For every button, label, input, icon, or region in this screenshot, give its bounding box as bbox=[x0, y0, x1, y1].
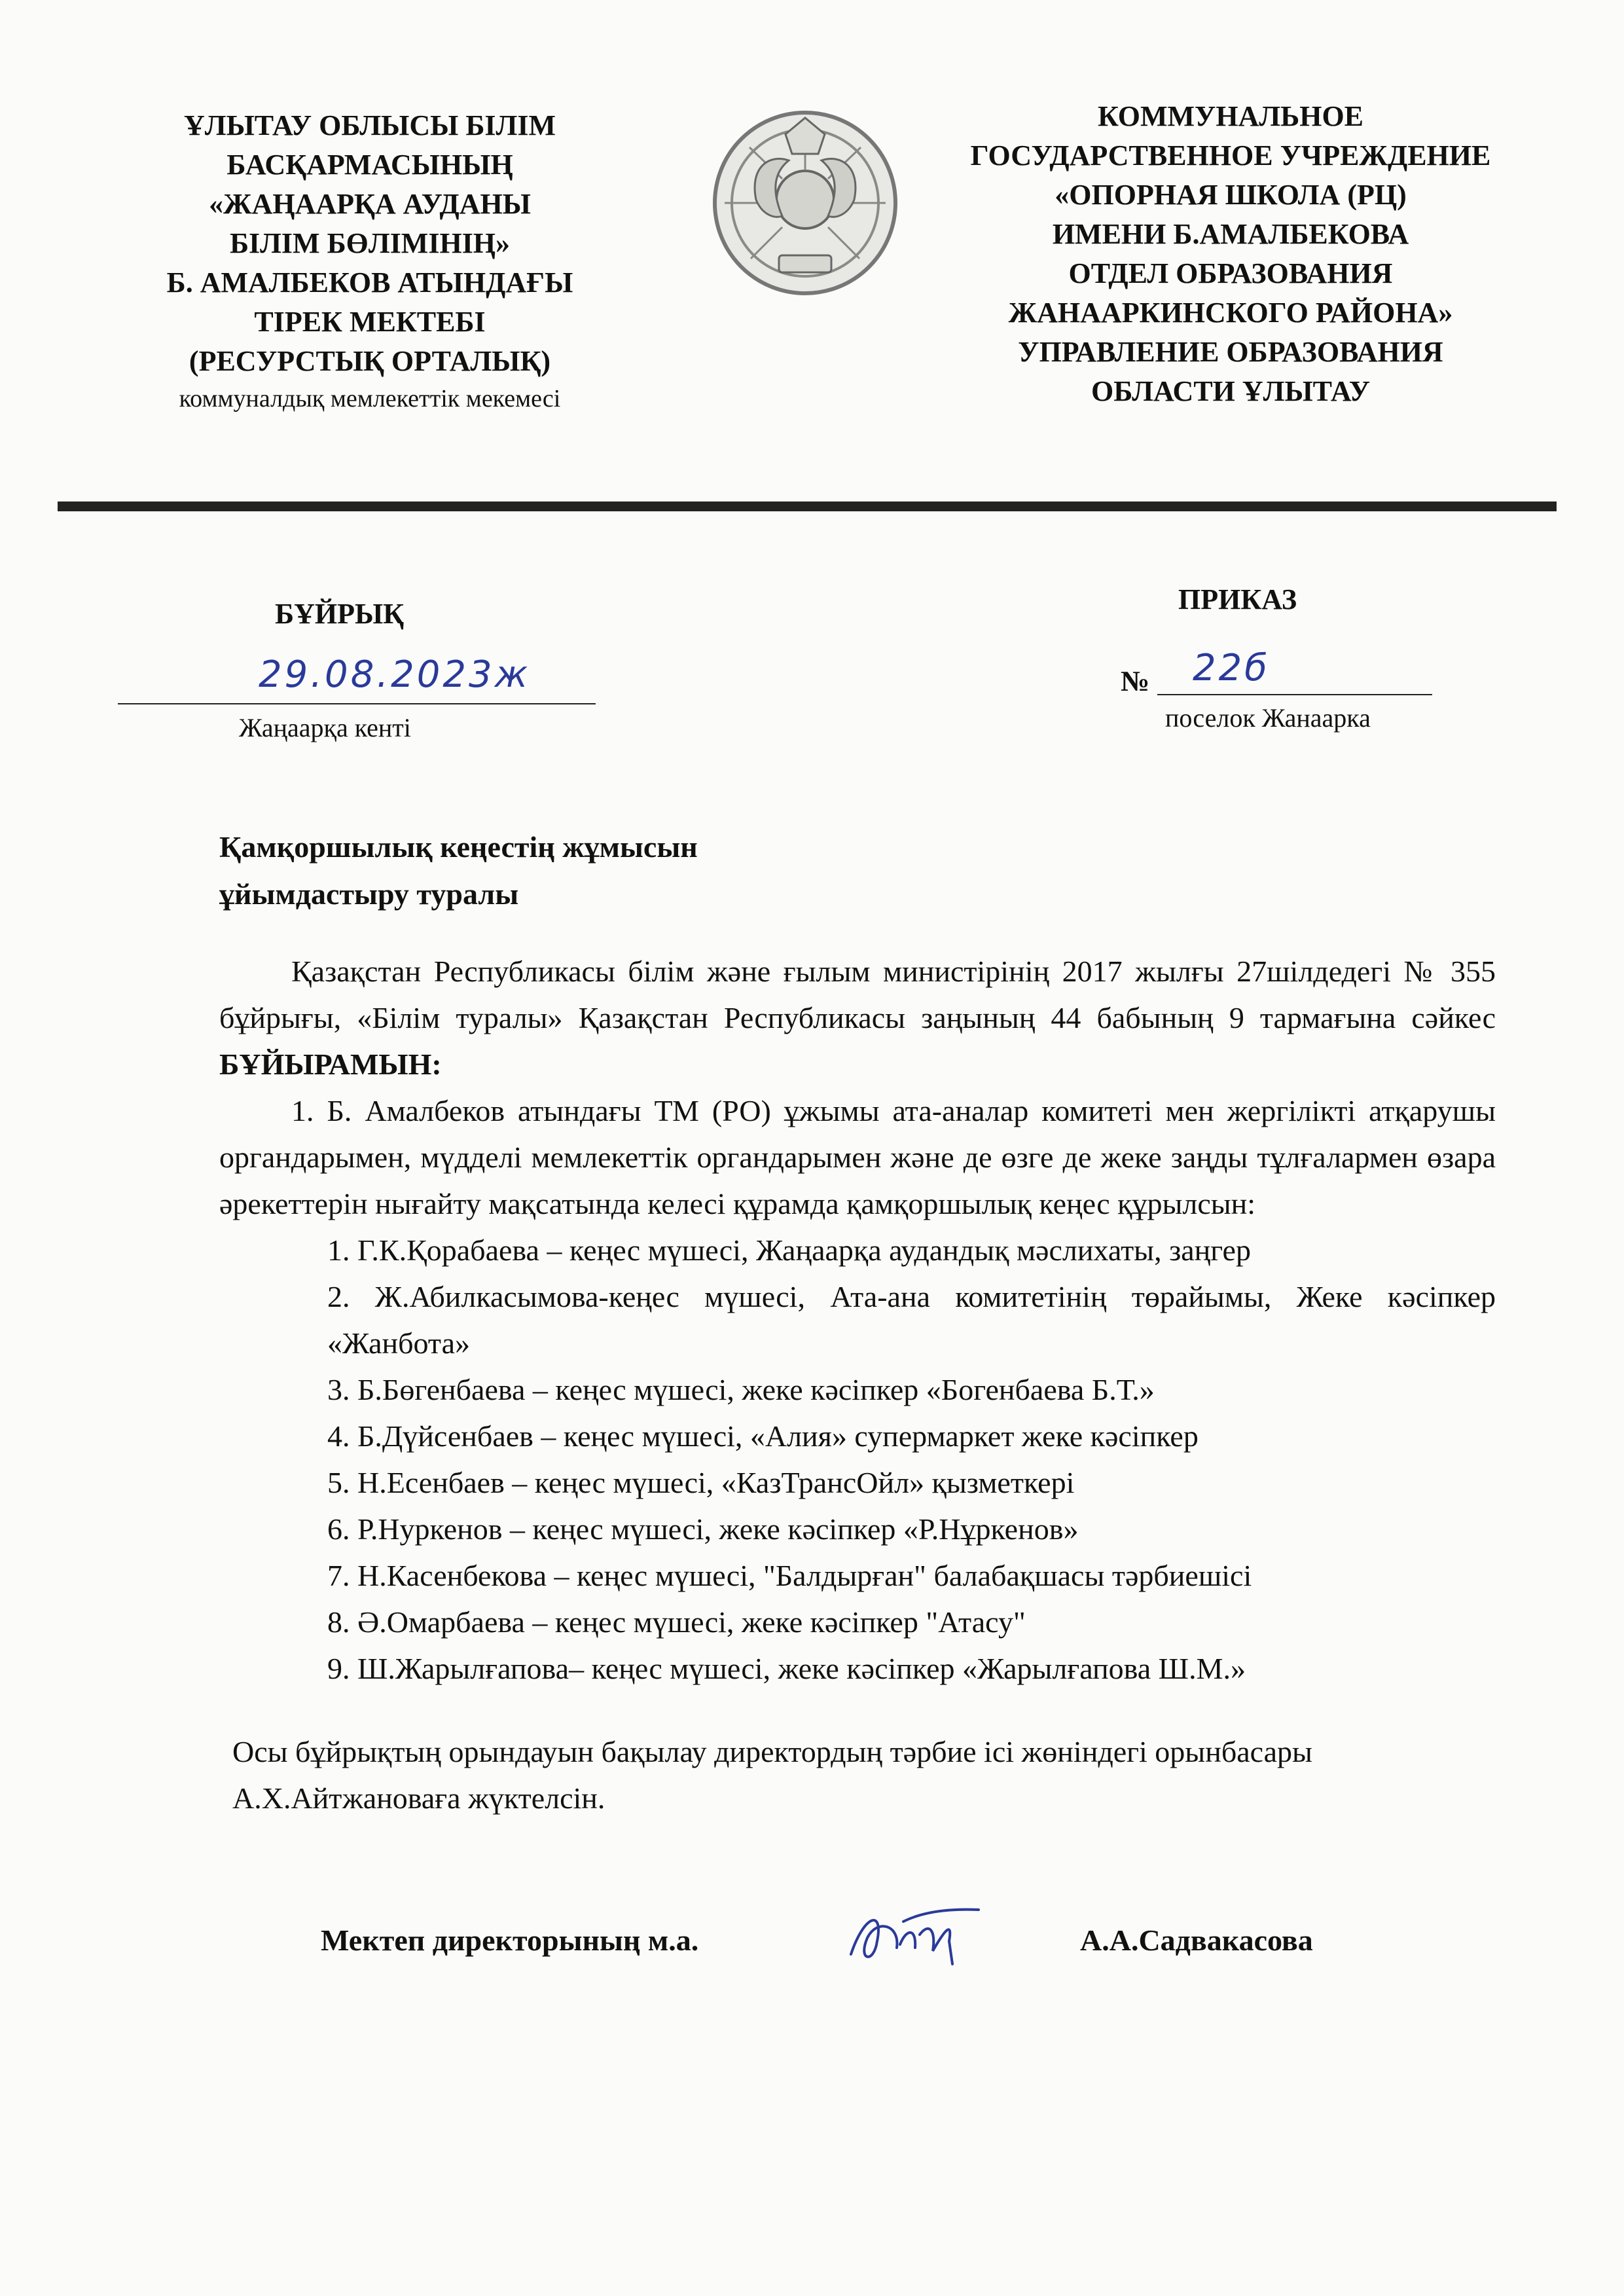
handwritten-order-number: 22б bbox=[1193, 647, 1270, 689]
header-ru-line: КОММУНАЛЬНОЕ bbox=[1097, 100, 1364, 132]
header-kz-line: Б. АМАЛБЕКОВ АТЫНДАҒЫ bbox=[166, 266, 573, 299]
header-kz-line: (РЕСУРСТЫҚ ОРТАЛЫҚ) bbox=[189, 345, 551, 377]
member-item: 5. Н.Есенбаев – кеңес мүшесі, «КазТрансОйл» қызметкері bbox=[327, 1466, 1075, 1499]
preamble-text: Қазақстан Республикасы білім және ғылым министірінің 2017 жылғы 27шілдедегі № 355 бұйрығы, «Білім туралы» Қазақстан Республикасы заңының 44 бабының 9 тармағына сәйкес bbox=[219, 955, 1496, 1034]
header-ru-line: «ОПОРНАЯ ШКОЛА (РЦ) bbox=[1055, 179, 1407, 211]
handwritten-date: 29.08.2023ж bbox=[259, 653, 531, 696]
member-item: 8. Ә.Омарбаева – кеңес мүшесі, жеке кәсіпкер "Атасу" bbox=[327, 1605, 1026, 1639]
header-ru-line: ЖАНААРКИНСКОГО РАЙОНА» bbox=[1008, 297, 1453, 329]
control-paragraph: Осы бұйрықтың орындауын бақылау директордың тәрбие ісі жөніндегі орынбасары А.Х.Айтжановаға жүктелсін. bbox=[232, 1735, 1312, 1815]
document-title bbox=[219, 824, 698, 918]
member-item: 4. Б.Дүйсенбаев – кеңес мүшесі, «Алия» супермаркет жеке кәсіпкер bbox=[327, 1419, 1199, 1453]
member-item: 7. Н.Касенбекова – кеңес мүшесі, "Балдырған" балабақшасы тәрбиешісі bbox=[327, 1559, 1252, 1592]
document-body bbox=[219, 948, 1496, 1692]
preamble-paragraph bbox=[219, 948, 1496, 1087]
header-kz-line: БАСҚАРМАСЫНЫҢ bbox=[226, 149, 513, 181]
member-item: 2. Ж.Абилкасымова-кеңес мүшесі, Ата-ана комитетінің төрайымы, Жеке кәсіпкер «Жанбота» bbox=[327, 1280, 1496, 1360]
header-ru-line: ИМЕНИ Б.АМАЛБЕКОВА bbox=[1052, 218, 1409, 250]
title-line: Қамқоршылық кеңестің жұмысын bbox=[219, 830, 698, 864]
title-line: ұйымдастыру туралы bbox=[219, 877, 519, 911]
order-label-ru: ПРИКАЗ bbox=[1178, 583, 1297, 615]
header-russian bbox=[903, 97, 1558, 411]
header-ru-line: УПРАВЛЕНИЕ ОБРАЗОВАНИЯ bbox=[1018, 336, 1443, 368]
header-divider bbox=[58, 501, 1557, 511]
member-item: 9. Ш.Жарылғапова– кеңес мүшесі, жеке кәсіпкер «Жарылғапова Ш.М.» bbox=[327, 1652, 1246, 1685]
signature-name: А.А.Садвакасова bbox=[1080, 1923, 1313, 1957]
member-item: 3. Б.Бөгенбаева – кеңес мүшесі, жеке кәсіпкер «Богенбаева Б.Т.» bbox=[327, 1373, 1155, 1406]
date-underline bbox=[118, 702, 596, 704]
order-number-sign: № bbox=[1121, 665, 1150, 697]
header-kz-line: ҰЛЫТАУ ОБЛЫСЫ БІЛІМ bbox=[184, 109, 556, 141]
signature-row bbox=[321, 1915, 1532, 1974]
header-ru-line: ОТДЕЛ ОБРАЗОВАНИЯ bbox=[1068, 257, 1393, 289]
member-item: 1. Г.К.Қорабаева – кеңес мүшесі, Жаңаарқа аудандық мәслихаты, заңгер bbox=[327, 1233, 1251, 1267]
header-ru-line: ОБЛАСТИ ҰЛЫТАУ bbox=[1091, 375, 1371, 407]
state-emblem-icon bbox=[710, 108, 900, 298]
header-kz-line: БІЛІМ БӨЛІМІНІҢ» bbox=[229, 227, 511, 259]
number-underline bbox=[1157, 693, 1432, 695]
handwritten-signature-icon bbox=[838, 1902, 995, 1974]
header-kazakh bbox=[98, 106, 641, 416]
header-ru-line: ГОСУДАРСТВЕННОЕ УЧРЕЖДЕНИЕ bbox=[970, 139, 1491, 172]
header-kz-line: «ЖАҢААРҚА АУДАНЫ bbox=[209, 188, 531, 220]
header-kz-subline: коммуналдық мемлекеттік мекемесі bbox=[179, 385, 561, 412]
preamble-bold: БҰЙЫРАМЫН: bbox=[219, 1048, 442, 1081]
place-kz: Жаңаарқа кенті bbox=[239, 713, 411, 742]
point-1-paragraph: 1. Б. Амалбеков атындағы ТМ (РО) ұжымы ата-аналар комитеті мен жергілікті атқарушы органдарымен, мүдделі мемлекеттік органдарымен және де өзге де жеке заңды тұлғалармен өзара әрекеттерін нығайту мақсатында келесі құрамда қамқоршылық кеңес құрылсын: bbox=[219, 1094, 1496, 1220]
place-ru: поселок Жанаарка bbox=[1165, 703, 1371, 733]
order-label-kz: БҰЙРЫҚ bbox=[275, 598, 405, 630]
header-kz-line: ТІРЕК МЕКТЕБІ bbox=[254, 306, 486, 338]
member-item: 6. Р.Нуркенов – кеңес мүшесі, жеке кәсіпкер «Р.Нұркенов» bbox=[327, 1512, 1079, 1546]
signature-position: Мектеп директорының м.а. bbox=[321, 1923, 699, 1957]
